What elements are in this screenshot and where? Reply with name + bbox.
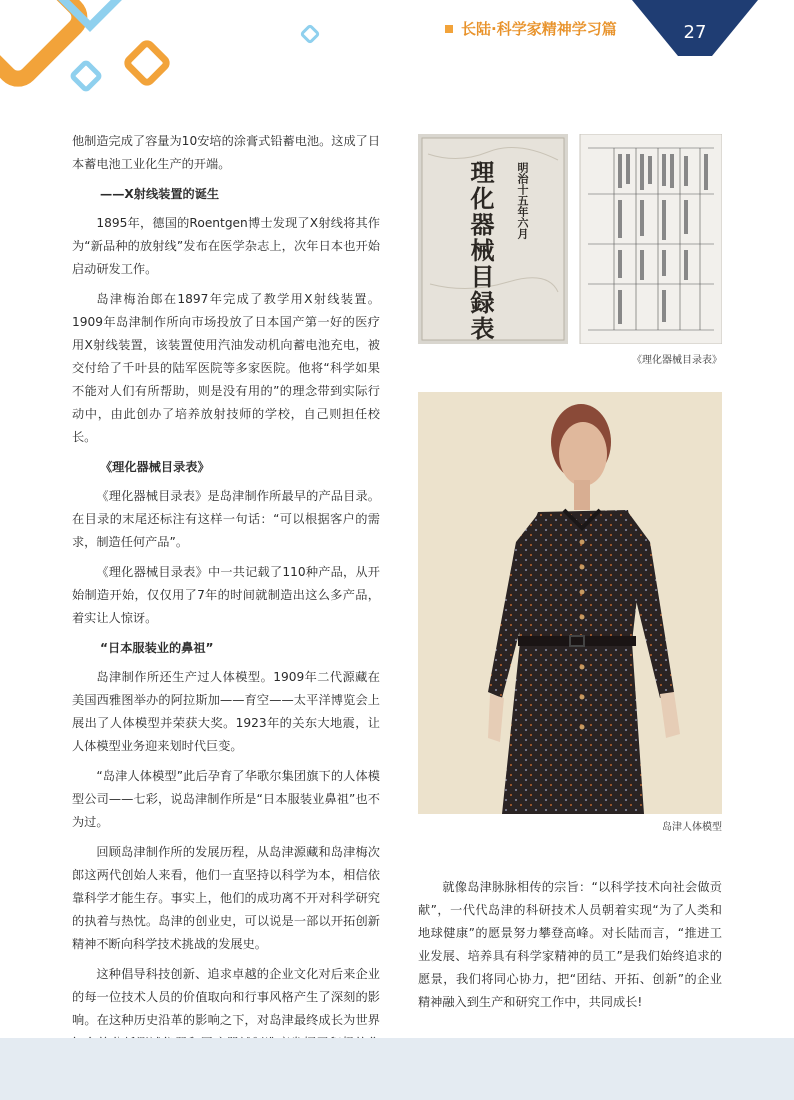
paragraph: “岛津人体模型”此后孕育了华歌尔集团旗下的人体模型公司——七彩，说岛津制作所是“日本服装业鼻祖”也不为过。 — [72, 769, 380, 829]
diamond-icon — [298, 22, 322, 46]
paragraph: 《理化器械目录表》是岛津制作所最早的产品目录。在目录的末尾还标注有这样一句话：“可以根据客户的需求，制造任何产品”。 — [72, 489, 380, 549]
paragraph: 岛津梅治郎在1897年完成了教学用X射线装置。1909年岛津制作所向市场投放了日本国产第一好的医疗用X射线装置，该装置使用汽油发动机向蓄电池充电，被交付给了千叶县的陆军医院等多家医院。他将“科学如果不能对人们有所帮助，则是没有用的”的理念带到实际行动中，由此创办了培养放射技师的学校，自己则担任校长。 — [72, 292, 380, 444]
corner-decoration — [0, 0, 200, 120]
mannequin-caption: 岛津人体模型 — [662, 822, 722, 833]
paragraph: 1895年，德国的Roentgen博士发现了X射线将其作为“新品种的放射线”发布在医学杂志上，次年日本也开始启动研发工作。 — [72, 216, 380, 276]
closing-paragraph: 就像岛津脉脉相传的宗旨：“以科学技术向社会做贡献”，一代代岛津的科研技术人员朝着实现“为了人类和地球健康”的愿景努力攀登高峰。对长陆而言，“推进工业发展、培养具有科学家精神的员工”是我们始终追求的愿景，我们将同心协力，把“团结、开拓、创新”的企业精神融入到生产和研究工作中，共同成长! — [418, 880, 722, 1009]
section-heading: ——X射线装置的诞生 — [100, 187, 220, 201]
catalog-figure — [418, 134, 722, 344]
paragraph: 这种倡导科技创新、追求卓越的企业文化对后来企业的每一位技术人员的价值取向和行事风格产生了深刻的影响。在这种历史沿革的影响之下，对岛津最终成长为世界 — [72, 967, 380, 1027]
paragraph: 岛津制作所还生产过人体模型。1909年二代源藏在美国西雅图举办的阿拉斯加——育空——太平洋博览会上展出了人体模型并荣获大奖。1923年的关东大地震，让人体模型业务迎来划时代巨变。 — [72, 670, 380, 753]
article-right-column — [418, 876, 722, 1014]
paragraph: 《理化器械目录表》中一共记载了110种产品，从开始制造开始，仅仅用了7年的时间就制造出这么多产品，着实让人惊讶。 — [72, 565, 380, 625]
catalog-caption: 《理化器械目录表》 — [632, 355, 722, 366]
article-left-column — [72, 130, 380, 1085]
section-title: 长陆·科学家精神学习篇 — [461, 20, 617, 38]
paragraph: 他制造完成了容量为10安培的涂膏式铅蓄电池。这成了日本蓄电池工业化生产的开端。 — [72, 134, 381, 171]
paragraph: 回顾岛津制作所的发展历程，从岛津源藏和岛津梅次郎这两代创始人来看，他们一直坚持以科学为本，相信依靠科学才能生存。事实上，他们的成功离不开对科学研究的执着与热忱。岛津的创业史，可以说是一部以开拓创新精神不断向科学技术挑战的发展史。 — [72, 845, 380, 951]
mannequin-photo — [418, 392, 722, 814]
catalog-cover-date: 明治十五年六月 — [516, 162, 529, 239]
section-header — [445, 18, 617, 39]
catalog-cover-title: 理化器械目録表 — [466, 160, 495, 342]
page-number: 27 — [683, 22, 707, 43]
mannequin-illustration — [418, 392, 722, 814]
section-heading: “日本服装业的鼻祖” — [100, 641, 214, 655]
square-bullet-icon — [445, 25, 453, 33]
section-heading: 《理化器械目录表》 — [100, 460, 210, 474]
catalog-images — [418, 134, 722, 344]
footer-band — [0, 1038, 794, 1100]
